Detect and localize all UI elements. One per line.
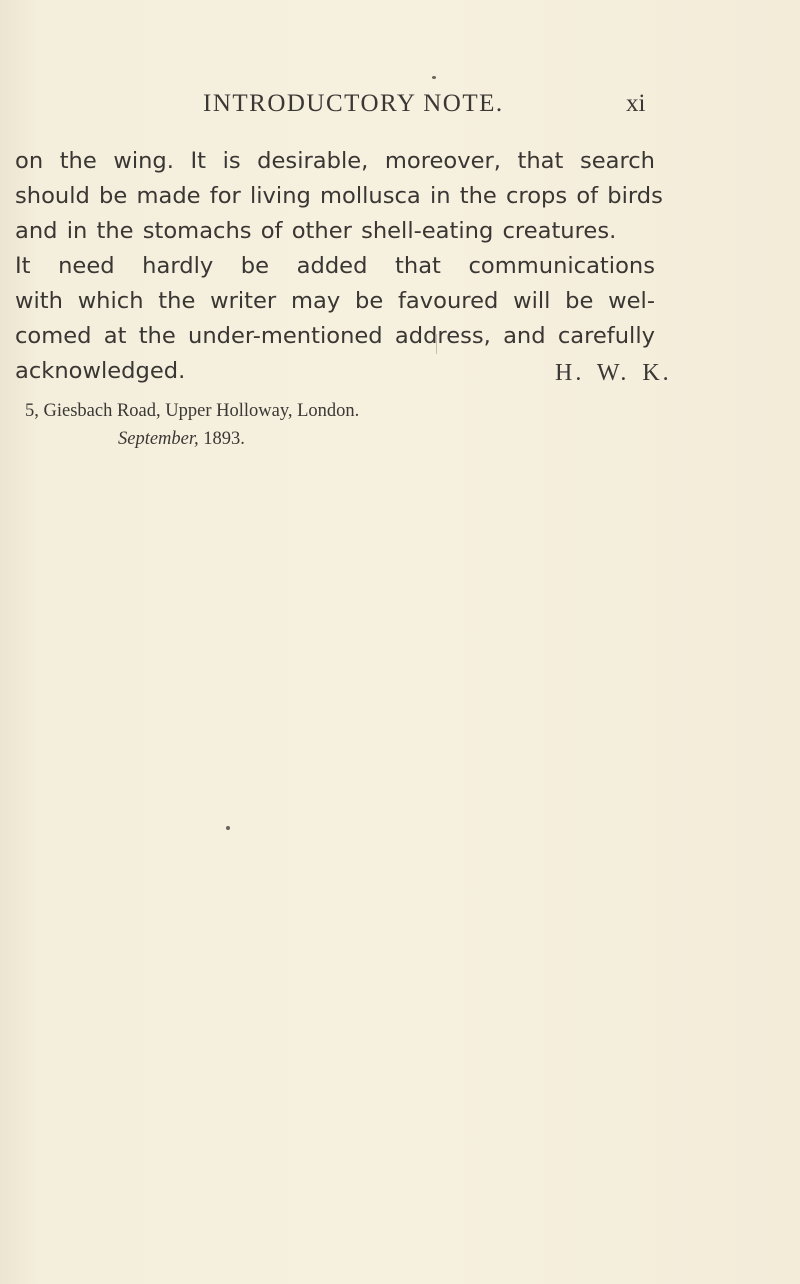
text-line: comed at the under-mentioned address, and carefully — [15, 323, 655, 349]
running-title: INTRODUCTORY NOTE. — [203, 90, 504, 117]
body-paragraphs — [15, 144, 663, 389]
text-line: with which the writer may be favoured will be wel- — [15, 288, 655, 314]
page-number: xi — [626, 90, 646, 117]
date-year: 1893. — [203, 429, 245, 449]
text-line: should be made for living mollusca in the crops of birds — [15, 183, 663, 209]
date-month: September, — [118, 429, 199, 449]
running-head — [0, 90, 800, 126]
author-address: 5, Giesbach Road, Upper Holloway, London. — [25, 401, 360, 421]
paper-speck — [226, 826, 230, 830]
text-line: It need hardly be added that communications — [15, 253, 655, 279]
author-initials: H. W. K. — [555, 360, 672, 386]
text-line: acknowledged. — [15, 358, 186, 384]
text-line: and in the stomachs of other shell-eating creatures. — [15, 218, 617, 244]
paper-speck — [432, 76, 436, 79]
paper-speck — [436, 334, 437, 354]
text-line: on the wing. It is desirable, moreover, that search — [15, 148, 655, 174]
dateline — [118, 429, 245, 450]
